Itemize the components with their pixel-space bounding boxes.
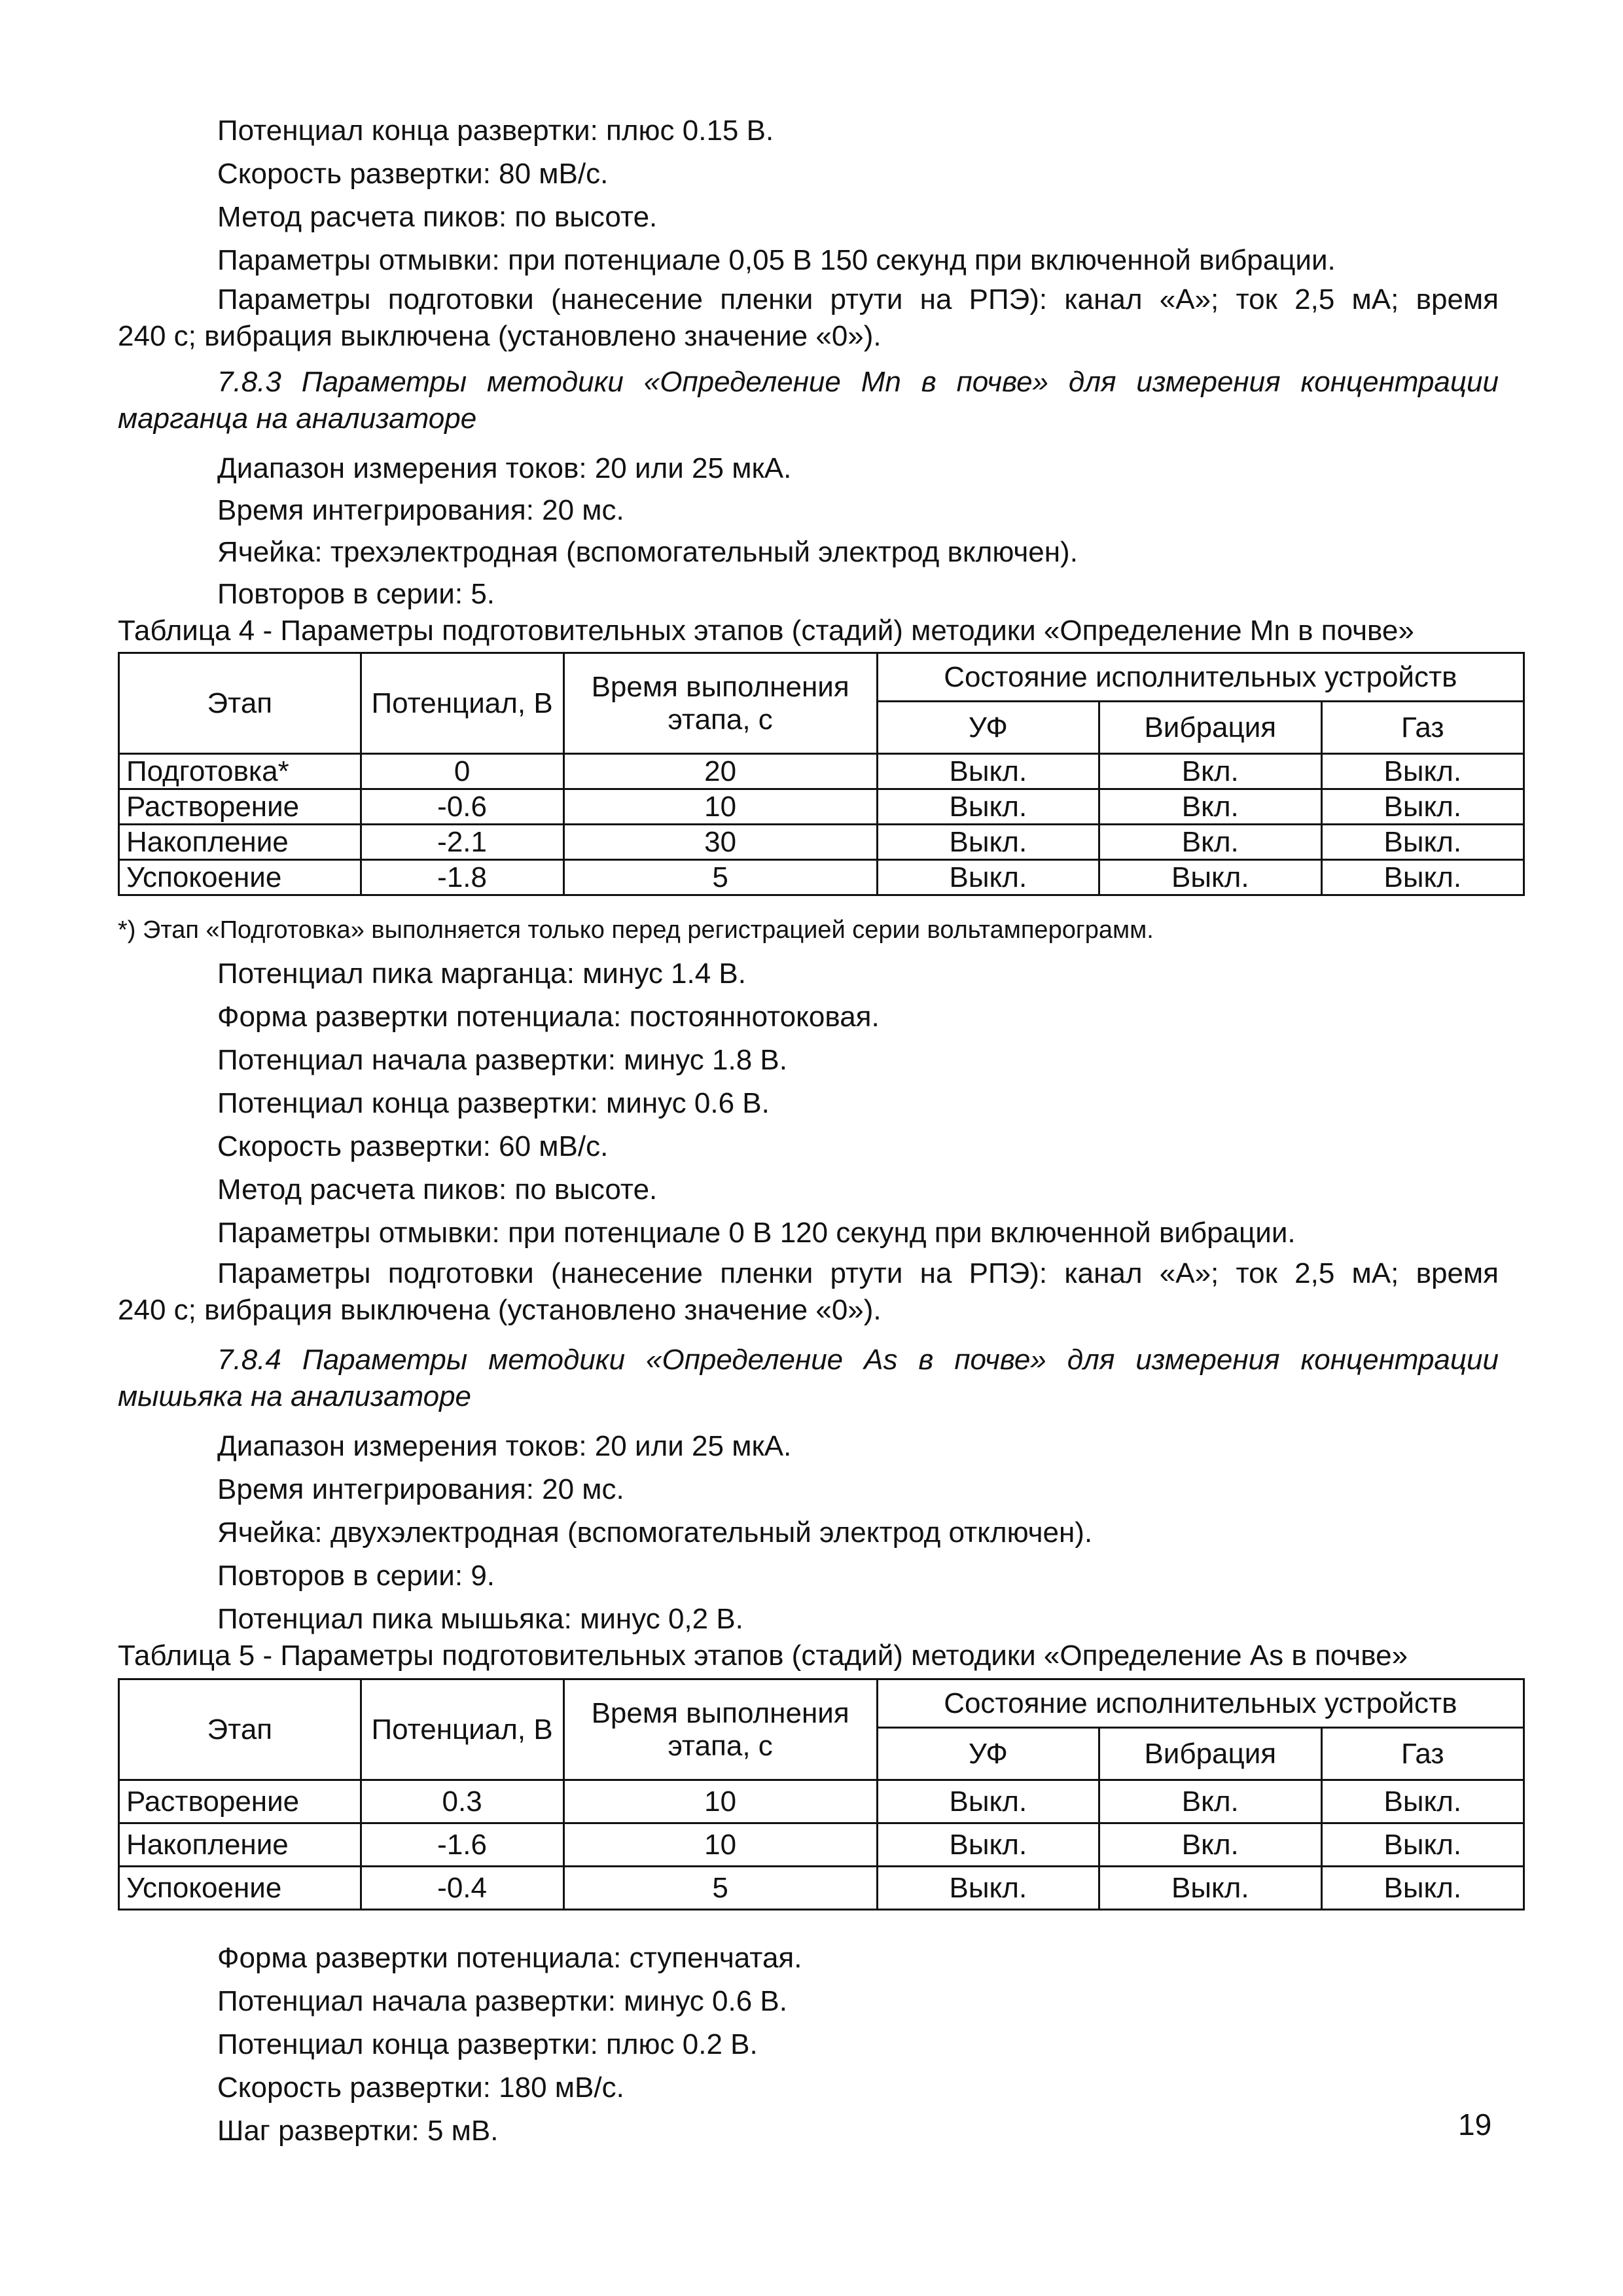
cell-gas: Выкл.: [1321, 754, 1524, 789]
text-line: Скорость развертки: 180 мВ/с.: [217, 2072, 624, 2104]
text-line: Диапазон измерения токов: 20 или 25 мкА.: [217, 1430, 792, 1462]
text-line: 240 с; вибрация выключена (установлено значение «0»).: [118, 320, 882, 352]
cell-vibration: Вкл.: [1099, 1823, 1322, 1867]
table-row: [119, 1867, 1524, 1910]
cell-time: 30: [563, 825, 877, 860]
text-line: Параметры подготовки (нанесение пленки ртути на РПЭ): канал «А»; ток 2,5 мА; время: [217, 283, 1499, 315]
cell-stage: Накопление: [119, 825, 361, 860]
text-line: Параметры отмывки: при потенциале 0,05 В 150 секунд при включенной вибрации.: [217, 244, 1336, 276]
cell-vibration: Вкл.: [1099, 1780, 1322, 1823]
text-line: 240 с; вибрация выключена (установлено значение «0»).: [118, 1294, 882, 1326]
header-uv: УФ: [877, 702, 1099, 754]
cell-time: 5: [563, 1867, 877, 1910]
cell-time: 20: [563, 754, 877, 789]
cell-gas: Выкл.: [1321, 1823, 1524, 1867]
text-line: Потенциал начала развертки: минус 0.6 В.: [217, 1985, 787, 2017]
text-line: Потенциал пика марганца: минус 1.4 В.: [217, 958, 747, 990]
heading-line: мышьяка на анализаторе: [118, 1380, 472, 1412]
page-number: 19: [1458, 2108, 1492, 2142]
header-stage: Этап: [119, 1679, 361, 1780]
text-line: Ячейка: двухэлектродная (вспомогательный электрод отключен).: [217, 1516, 1093, 1549]
text-line: Время интегрирования: 20 мс.: [217, 494, 624, 526]
text-line: Скорость развертки: 60 мВ/с.: [217, 1130, 609, 1162]
header-devices: Состояние исполнительных устройств: [877, 1679, 1524, 1728]
table-footnote: *) Этап «Подготовка» выполняется только перед регистрацией серии вольтамперограмм.: [118, 916, 1154, 944]
header-potential: Потенциал, В: [361, 653, 563, 754]
heading-line: марганца на анализаторе: [118, 403, 477, 435]
prep-paragraph-2: [118, 1255, 1499, 1329]
cell-vibration: Выкл.: [1099, 860, 1322, 895]
section-heading-784: [118, 1342, 1499, 1415]
table-5: [118, 1678, 1525, 1910]
cell-uv: Выкл.: [877, 825, 1099, 860]
text-line: Повторов в серии: 9.: [217, 1560, 495, 1592]
table-row: [119, 754, 1524, 789]
cell-stage: Успокоение: [119, 860, 361, 895]
text-line: Форма развертки потенциала: постояннотоковая.: [217, 1001, 880, 1033]
text-line: Скорость развертки: 80 мВ/с.: [217, 158, 609, 190]
cell-potential: 0: [361, 754, 563, 789]
cell-potential: -0.4: [361, 1867, 563, 1910]
cell-time: 5: [563, 860, 877, 895]
header-time: Время выполнения этапа, с: [563, 1679, 877, 1780]
text-line: Параметры отмывки: при потенциале 0 В 120 секунд при включенной вибрации.: [217, 1217, 1296, 1249]
cell-potential: -1.8: [361, 860, 563, 895]
heading-line: 7.8.4 Параметры методики «Определение As в почве» для измерения концентрации: [217, 1344, 1499, 1376]
heading-line: 7.8.3 Параметры методики «Определение Mn в почве» для измерения концентрации: [217, 366, 1499, 398]
cell-vibration: Вкл.: [1099, 825, 1322, 860]
header-gas: Газ: [1321, 1728, 1524, 1780]
text-line: Потенциал пика мышьяка: минус 0,2 В.: [217, 1603, 743, 1635]
header-vibration: Вибрация: [1099, 1728, 1322, 1780]
text-line: Потенциал конца развертки: плюс 0.15 В.: [217, 115, 774, 147]
text-line: Параметры подготовки (нанесение пленки ртути на РПЭ): канал «А»; ток 2,5 мА; время: [217, 1257, 1499, 1289]
cell-stage: Накопление: [119, 1823, 361, 1867]
cell-gas: Выкл.: [1321, 1780, 1524, 1823]
cell-vibration: Выкл.: [1099, 1867, 1322, 1910]
cell-gas: Выкл.: [1321, 1867, 1524, 1910]
text-line: Диапазон измерения токов: 20 или 25 мкА.: [217, 452, 792, 484]
text-line: Форма развертки потенциала: ступенчатая.: [217, 1942, 802, 1974]
cell-gas: Выкл.: [1321, 789, 1524, 825]
table-row: [119, 1823, 1524, 1867]
cell-vibration: Вкл.: [1099, 789, 1322, 825]
header-stage: Этап: [119, 653, 361, 754]
header-devices: Состояние исполнительных устройств: [877, 653, 1524, 702]
table-caption: Таблица 4 - Параметры подготовительных этапов (стадий) методики «Определение Mn в почве»: [118, 615, 1414, 647]
text-line: Шаг развертки: 5 мВ.: [217, 2115, 499, 2147]
text-line: Потенциал конца развертки: минус 0.6 В.: [217, 1087, 770, 1119]
text-line: Потенциал начала развертки: минус 1.8 В.: [217, 1044, 787, 1076]
table-row: [119, 1780, 1524, 1823]
table-row: [119, 825, 1524, 860]
cell-potential: -1.6: [361, 1823, 563, 1867]
cell-time: 10: [563, 789, 877, 825]
cell-potential: 0.3: [361, 1780, 563, 1823]
text-line: Метод расчета пиков: по высоте.: [217, 1174, 658, 1206]
cell-uv: Выкл.: [877, 754, 1099, 789]
cell-gas: Выкл.: [1321, 860, 1524, 895]
cell-stage: Успокоение: [119, 1867, 361, 1910]
cell-stage: Растворение: [119, 789, 361, 825]
cell-stage: Растворение: [119, 1780, 361, 1823]
cell-potential: -2.1: [361, 825, 563, 860]
cell-vibration: Вкл.: [1099, 754, 1322, 789]
cell-time: 10: [563, 1823, 877, 1867]
cell-uv: Выкл.: [877, 860, 1099, 895]
text-line: Повторов в серии: 5.: [217, 578, 495, 610]
table-row: [119, 789, 1524, 825]
cell-uv: Выкл.: [877, 789, 1099, 825]
cell-stage: Подготовка*: [119, 754, 361, 789]
header-gas: Газ: [1321, 702, 1524, 754]
text-line: Ячейка: трехэлектродная (вспомогательный электрод включен).: [217, 536, 1078, 568]
text-line: Потенциал конца развертки: плюс 0.2 В.: [217, 2028, 758, 2060]
header-uv: УФ: [877, 1728, 1099, 1780]
cell-uv: Выкл.: [877, 1780, 1099, 1823]
table-4: [118, 652, 1525, 896]
cell-uv: Выкл.: [877, 1867, 1099, 1910]
cell-gas: Выкл.: [1321, 825, 1524, 860]
prep-paragraph-1: [118, 281, 1499, 355]
cell-time: 10: [563, 1780, 877, 1823]
header-potential: Потенциал, В: [361, 1679, 563, 1780]
section-heading-783: [118, 364, 1499, 437]
cell-potential: -0.6: [361, 789, 563, 825]
header-time: Время выполнения этапа, с: [563, 653, 877, 754]
text-line: Метод расчета пиков: по высоте.: [217, 201, 658, 233]
text-line: Время интегрирования: 20 мс.: [217, 1473, 624, 1505]
header-vibration: Вибрация: [1099, 702, 1322, 754]
table-row: [119, 860, 1524, 895]
cell-uv: Выкл.: [877, 1823, 1099, 1867]
table-caption: Таблица 5 - Параметры подготовительных этапов (стадий) методики «Определение As в почве»: [118, 1640, 1408, 1672]
